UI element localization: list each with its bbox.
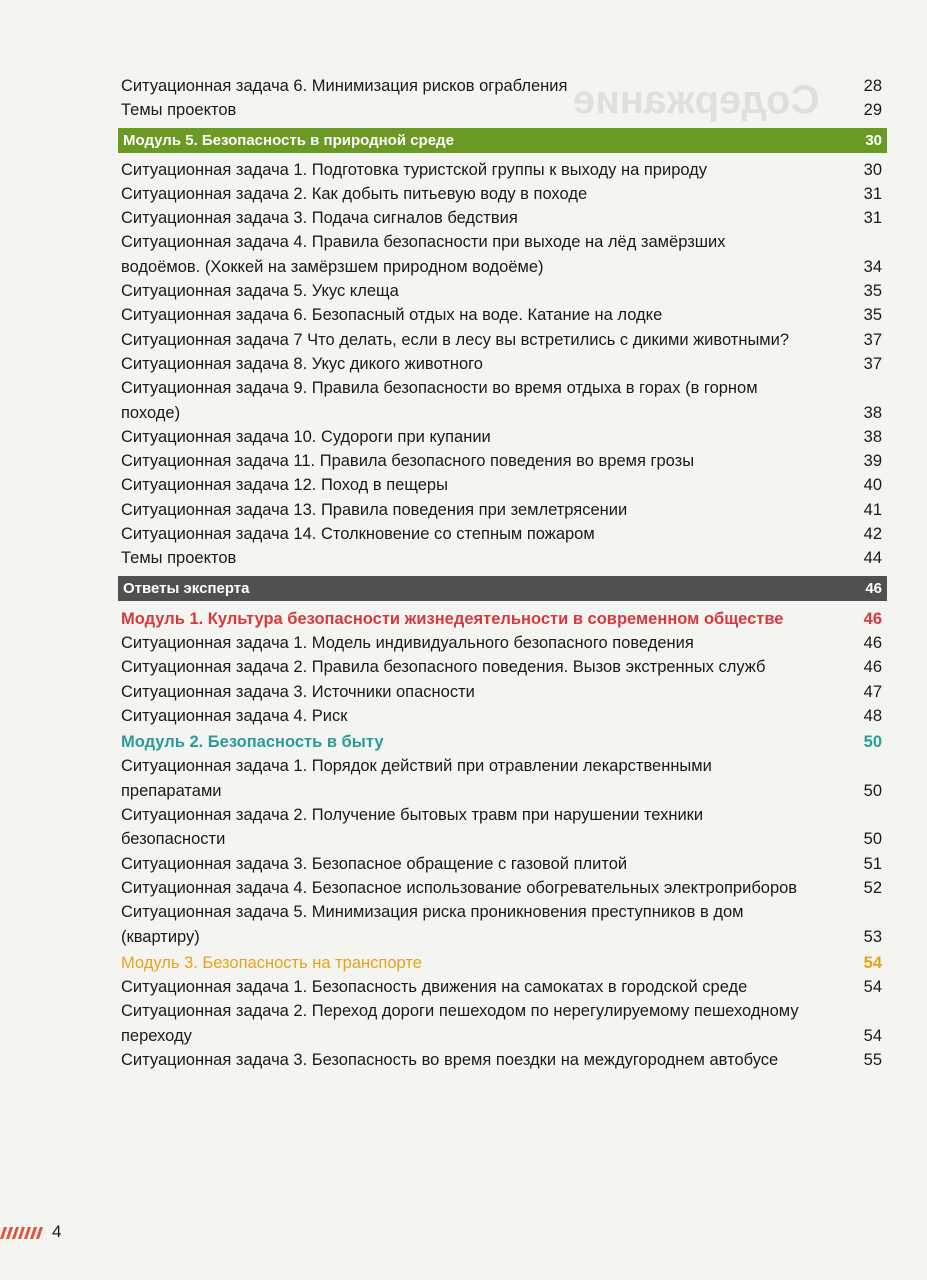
toc-entry-page: 34 bbox=[863, 257, 882, 276]
toc-row[interactable] bbox=[121, 975, 884, 999]
toc-row[interactable] bbox=[121, 425, 884, 449]
toc-entry-title: Ситуационная задача 2. Правила безопасного поведения. Вызов экстренных служб bbox=[121, 658, 766, 677]
top-rows bbox=[121, 74, 884, 123]
answers-module2-heading[interactable] bbox=[121, 730, 884, 754]
toc-entry-title: Ситуационная задача 4. Правила безопасности при выходе на лёд замёрзших водоёмов. (Хоккей на замёрзшем природном водоёме) bbox=[121, 233, 726, 276]
module5-header[interactable] bbox=[118, 128, 887, 153]
toc-entry-title: Ситуационная задача 4. Риск bbox=[121, 706, 348, 725]
toc-entry-page: 40 bbox=[863, 476, 882, 495]
answers-module1-title: Модуль 1. Культура безопасности жизнедеятельности в современном обществе bbox=[121, 609, 784, 628]
toc-entry-page: 38 bbox=[863, 403, 882, 422]
toc-entry-title: Ситуационная задача 5. Минимизация риска проникновения преступников в дом (квартиру) bbox=[121, 903, 744, 946]
page-number: 4 bbox=[52, 1222, 62, 1241]
toc-entry-page: 37 bbox=[863, 330, 882, 349]
answers-header[interactable] bbox=[118, 576, 887, 601]
toc-entry-page: 35 bbox=[863, 306, 882, 325]
toc-row[interactable] bbox=[121, 473, 884, 497]
toc-row[interactable] bbox=[121, 498, 884, 522]
toc-entry-page: 30 bbox=[863, 160, 882, 179]
toc-entry-page: 35 bbox=[863, 282, 882, 301]
toc-entry-page: 28 bbox=[863, 77, 882, 95]
toc-entry-page: 29 bbox=[863, 101, 882, 120]
toc-entry-title: Ситуационная задача 3. Подача сигналов бедствия bbox=[121, 209, 518, 228]
answers-module3-heading[interactable] bbox=[121, 951, 884, 975]
answers-module2-page: 50 bbox=[863, 733, 882, 752]
toc-row[interactable] bbox=[121, 522, 884, 546]
toc-entry-title: Ситуационная задача 6. Минимизация рисков ограбления bbox=[121, 77, 568, 95]
toc-entry-page: 44 bbox=[863, 549, 882, 568]
toc-entry-page: 53 bbox=[863, 927, 882, 946]
toc-entry-page: 47 bbox=[863, 682, 882, 701]
toc-row[interactable] bbox=[121, 704, 884, 728]
toc-row[interactable] bbox=[121, 182, 884, 206]
toc-entry-title: Ситуационная задача 3. Безопасность во время поездки на междугороднем автобусе bbox=[121, 1050, 779, 1069]
answers-module3-page: 54 bbox=[863, 953, 882, 972]
answers-module3-title: Модуль 3. Безопасность на транспорте bbox=[121, 953, 422, 972]
toc-entry-page: 54 bbox=[863, 1026, 882, 1045]
page-footer bbox=[0, 1222, 200, 1252]
toc-entry-page: 46 bbox=[863, 633, 882, 652]
toc-entry-page: 50 bbox=[863, 781, 882, 800]
toc-entry-title: Ситуационная задача 12. Поход в пещеры bbox=[121, 476, 448, 495]
toc-row[interactable] bbox=[121, 74, 884, 98]
toc-entry-title: Ситуационная задача 2. Переход дороги пешеходом по нерегулируемому пешеходному переходу bbox=[121, 1002, 799, 1045]
toc-entry-title: Ситуационная задача 13. Правила поведения при землетрясении bbox=[121, 500, 628, 519]
stripes-ornament-icon bbox=[0, 1227, 44, 1239]
toc-row[interactable] bbox=[121, 999, 884, 1048]
toc-entry-page: 38 bbox=[863, 427, 882, 446]
module5-title: Модуль 5. Безопасность в природной среде bbox=[123, 131, 454, 149]
toc-entry-title: Ситуационная задача 1. Модель индивидуального безопасного поведения bbox=[121, 633, 694, 652]
toc-row[interactable] bbox=[121, 546, 884, 570]
toc-row[interactable] bbox=[121, 852, 884, 876]
toc-entry-page: 55 bbox=[863, 1050, 882, 1069]
toc-row[interactable] bbox=[121, 328, 884, 352]
table-of-contents bbox=[121, 74, 884, 1072]
toc-row[interactable] bbox=[121, 376, 884, 425]
toc-row[interactable] bbox=[121, 680, 884, 704]
toc-entry-title: Ситуационная задача 11. Правила безопасного поведения во время грозы bbox=[121, 452, 695, 471]
toc-row[interactable] bbox=[121, 279, 884, 303]
toc-row[interactable] bbox=[121, 352, 884, 376]
toc-entry-page: 41 bbox=[863, 500, 882, 519]
toc-row[interactable] bbox=[121, 900, 884, 949]
toc-entry-title: Ситуационная задача 3. Безопасное обращение с газовой плитой bbox=[121, 854, 628, 873]
toc-entry-page: 48 bbox=[863, 706, 882, 725]
answers-module2-list bbox=[121, 754, 884, 948]
toc-entry-page: 37 bbox=[863, 354, 882, 373]
answers-module2-title: Модуль 2. Безопасность в быту bbox=[121, 733, 384, 752]
toc-entry-title: Ситуационная задача 1. Безопасность движения на самокатах в городской среде bbox=[121, 978, 748, 997]
toc-row[interactable] bbox=[121, 655, 884, 679]
toc-entry-title: Ситуационная задача 2. Получение бытовых травм при нарушении техники безопасности bbox=[121, 806, 704, 849]
toc-entry-page: 52 bbox=[863, 878, 882, 897]
toc-row[interactable] bbox=[121, 206, 884, 230]
module5-page: 30 bbox=[865, 131, 882, 149]
toc-row[interactable] bbox=[121, 876, 884, 900]
toc-row[interactable] bbox=[121, 158, 884, 182]
toc-row[interactable] bbox=[121, 449, 884, 473]
toc-row[interactable] bbox=[121, 803, 884, 852]
answers-module3-list bbox=[121, 975, 884, 1072]
toc-entry-title: Ситуационная задача 3. Источники опасности bbox=[121, 682, 475, 701]
toc-entry-title: Ситуационная задача 6. Безопасный отдых на воде. Катание на лодке bbox=[121, 306, 663, 325]
toc-entry-title: Ситуационная задача 1. Подготовка туристской группы к выходу на природу bbox=[121, 160, 708, 179]
toc-row[interactable] bbox=[121, 631, 884, 655]
toc-entry-title: Ситуационная задача 7 Что делать, если в лесу вы встретились с дикими животными? bbox=[121, 330, 790, 349]
toc-entry-title: Темы проектов bbox=[121, 549, 237, 568]
toc-entry-page: 54 bbox=[863, 978, 882, 997]
answers-page: 46 bbox=[865, 579, 882, 597]
answers-module1-page: 46 bbox=[863, 609, 882, 628]
toc-entry-title: Ситуационная задача 10. Судороги при купании bbox=[121, 427, 491, 446]
toc-entry-title: Ситуационная задача 9. Правила безопасности во время отдыха в горах (в горном походе) bbox=[121, 379, 758, 422]
toc-entry-page: 31 bbox=[863, 209, 882, 228]
toc-row[interactable] bbox=[121, 98, 884, 122]
toc-entry-page: 50 bbox=[863, 830, 882, 849]
answers-module1-heading[interactable] bbox=[121, 607, 884, 631]
toc-entry-title: Ситуационная задача 8. Укус дикого животного bbox=[121, 354, 483, 373]
toc-row[interactable] bbox=[121, 230, 884, 279]
toc-entry-page: 46 bbox=[863, 658, 882, 677]
module5-list bbox=[121, 158, 884, 571]
show-through-title: Содержание bbox=[572, 78, 819, 122]
toc-row[interactable] bbox=[121, 754, 884, 803]
toc-entry-title: Ситуационная задача 14. Столкновение со степным пожаром bbox=[121, 525, 595, 544]
answers-module1-list bbox=[121, 631, 884, 728]
toc-entry-page: 51 bbox=[863, 854, 882, 873]
toc-entry-page: 42 bbox=[863, 525, 882, 544]
toc-row[interactable] bbox=[121, 1048, 884, 1072]
toc-entry-page: 31 bbox=[863, 184, 882, 203]
toc-entry-page: 39 bbox=[863, 452, 882, 471]
toc-entry-title: Темы проектов bbox=[121, 101, 237, 120]
toc-entry-title: Ситуационная задача 1. Порядок действий при отравлении лекарственными препаратами bbox=[121, 757, 712, 800]
toc-row[interactable] bbox=[121, 303, 884, 327]
answers-title: Ответы эксперта bbox=[123, 579, 250, 597]
toc-entry-title: Ситуационная задача 2. Как добыть питьевую воду в походе bbox=[121, 184, 588, 203]
toc-entry-title: Ситуационная задача 5. Укус клеща bbox=[121, 282, 399, 301]
toc-entry-title: Ситуационная задача 4. Безопасное использование обогревательных электроприборов bbox=[121, 878, 798, 897]
